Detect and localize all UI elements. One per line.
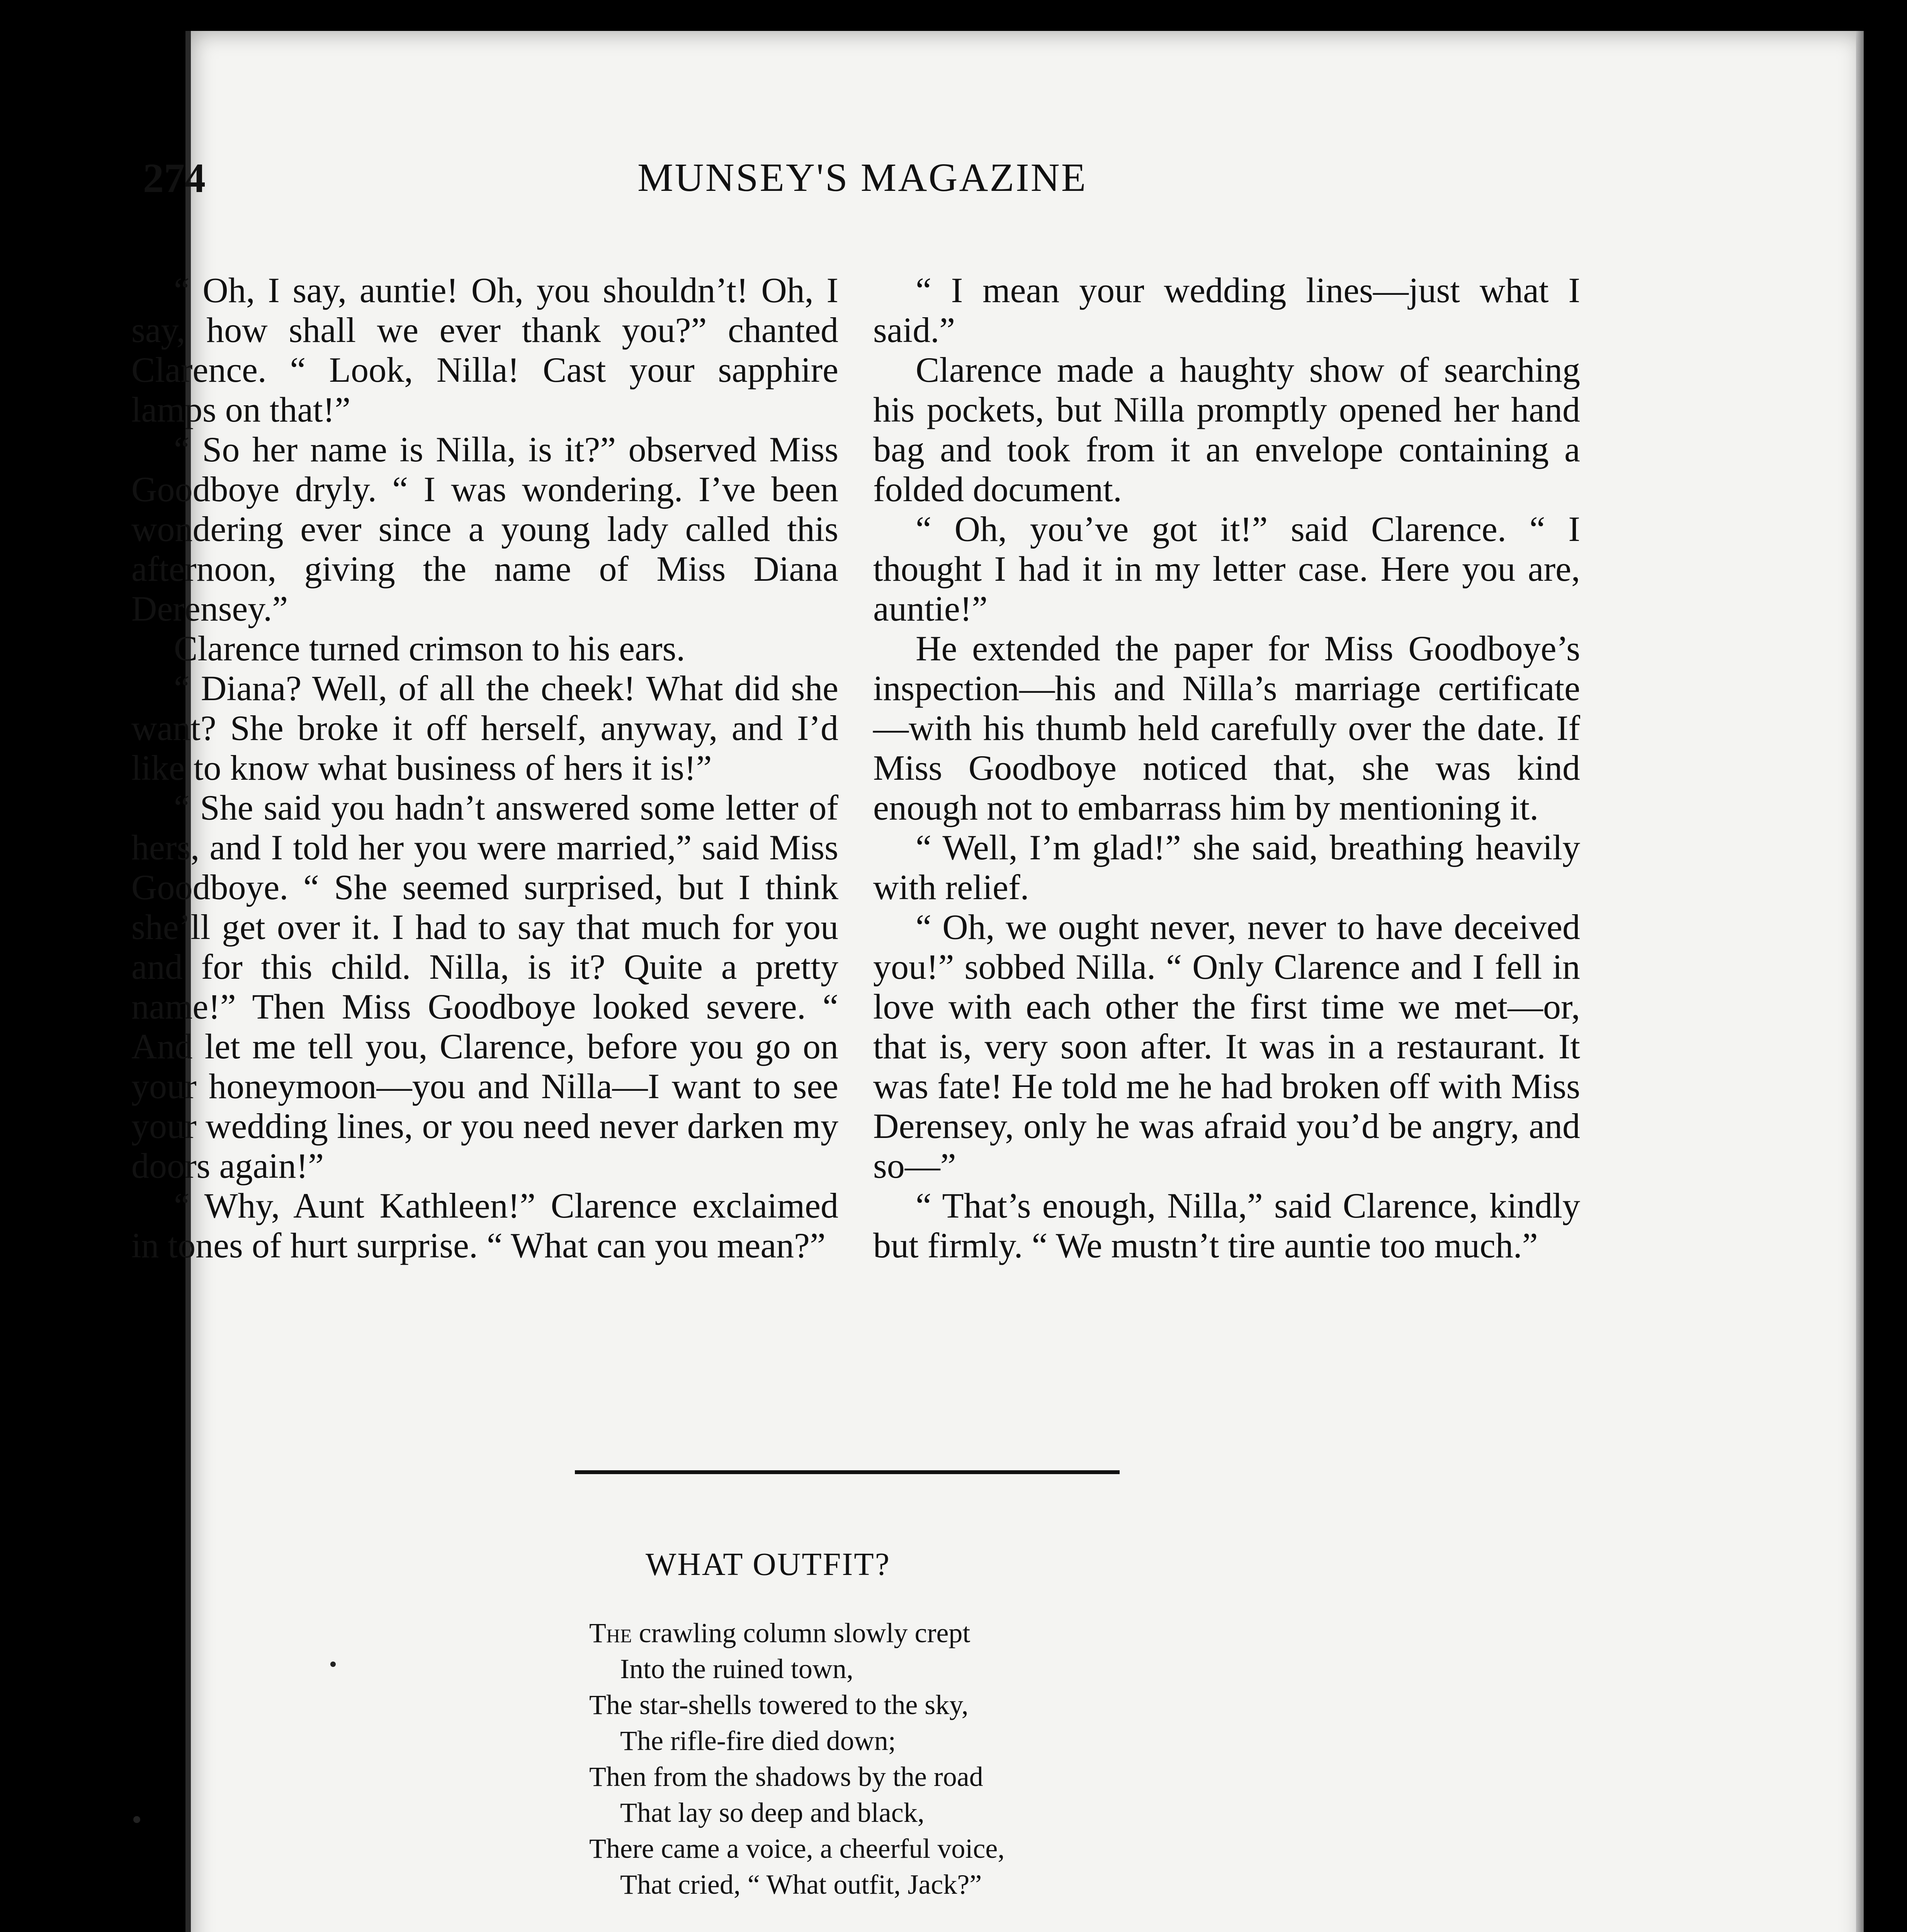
paragraph: “ So her name is Nilla, is it?” observed Miss Goodboye dryly. “ I was wondering. I’ve been wondering ever since a young lady called this afternoon, giving the name of Miss Diana Derensey.” [131,430,838,628]
poem-line: There came a voice, a cheerful voice, [589,1833,1005,1864]
paragraph: “ Oh, I say, auntie! Oh, you shouldn’t! Oh, I say, how shall we ever thank you?” chanted Clarence. “ Look, Nilla! Cast your sapphire lamps on that!” [131,270,838,429]
poem-first-word: The [589,1617,632,1648]
story-left-column [131,270,838,1265]
stanza [589,1615,1439,1903]
poem-line: The rifle-fire died down; [620,1725,896,1756]
paragraph: “ Well, I’m glad!” she said, breathing heavily with relief. [873,828,1580,907]
story-right-column [873,270,1580,1265]
page-header [143,155,1611,209]
page-number: 274 [143,155,206,201]
page-edge [1856,31,1864,1932]
paragraph: “ That’s enough, Nilla,” said Clarence, kindly but firmly. “ We mustn’t tire auntie too much.” [873,1186,1580,1265]
section-divider [575,1470,1120,1474]
print-speck [330,1662,336,1667]
running-head: MUNSEY'S MAGAZINE [637,155,1088,200]
paragraph: “ Diana? Well, of all the cheek! What did she want? She broke it off herself, anyway, and I’d like to know what business of hers it is!” [131,668,838,787]
paragraph: Clarence made a haughty show of searching his pockets, but Nilla promptly opened her hand bag and took from it an envelope containing a folded document. [873,350,1580,509]
poem-line: That lay so deep and black, [620,1797,925,1828]
paragraph: “ Why, Aunt Kathleen!” Clarence exclaimed in tones of hurt surprise. “ What can you mean?” [131,1186,838,1265]
paragraph: “ She said you hadn’t answered some letter of hers, and I told her you were married,” said Miss Goodboye. “ She seemed surprised, but I think she’ll get over it. I had to say that much for you and for this child. Nilla, is it? Quite a pretty name!” Then Miss Goodboye looked severe. “ And let me tell you, Clarence, before you go on your honeymoon—you and Nilla—I want to see your wedding lines, or you need never darken my doors again!” [131,788,838,1185]
poem-body [589,1615,1439,1932]
paragraph: “ Oh, we ought never, never to have deceived you!” sobbed Nilla. “ Only Clarence and I fell in love with each other the first time we met—or, that is, very soon after. It was in a restaurant. It was fate! He told me he had broken off with Miss Derensey, only he was afraid you’d be angry, and so—” [873,907,1580,1185]
poem-title: WHAT OUTFIT? [645,1546,891,1582]
poem-line: Then from the shadows by the road [589,1761,983,1792]
poem-line: The crawling column slowly crept [589,1617,970,1648]
paragraph: “ Oh, you’ve got it!” said Clarence. “ I thought I had it in my letter case. Here you are, auntie!” [873,509,1580,628]
paragraph: He extended the paper for Miss Goodboye’s inspection—his and Nilla’s marriage certificate—with his thumb held carefully over the date. If Miss Goodboye noticed that, she was kind enough not to embarrass him by mentioning it. [873,629,1580,827]
paragraph: Clarence turned crimson to his ears. [174,629,685,668]
print-speck [133,1816,140,1823]
poem-line: That cried, “ What outfit, Jack?” [620,1869,982,1900]
poem-line: The star-shells towered to the sky, [589,1689,969,1720]
poem-line: Into the ruined town, [620,1653,853,1684]
paragraph: “ I mean your wedding lines—just what I said.” [873,270,1580,350]
